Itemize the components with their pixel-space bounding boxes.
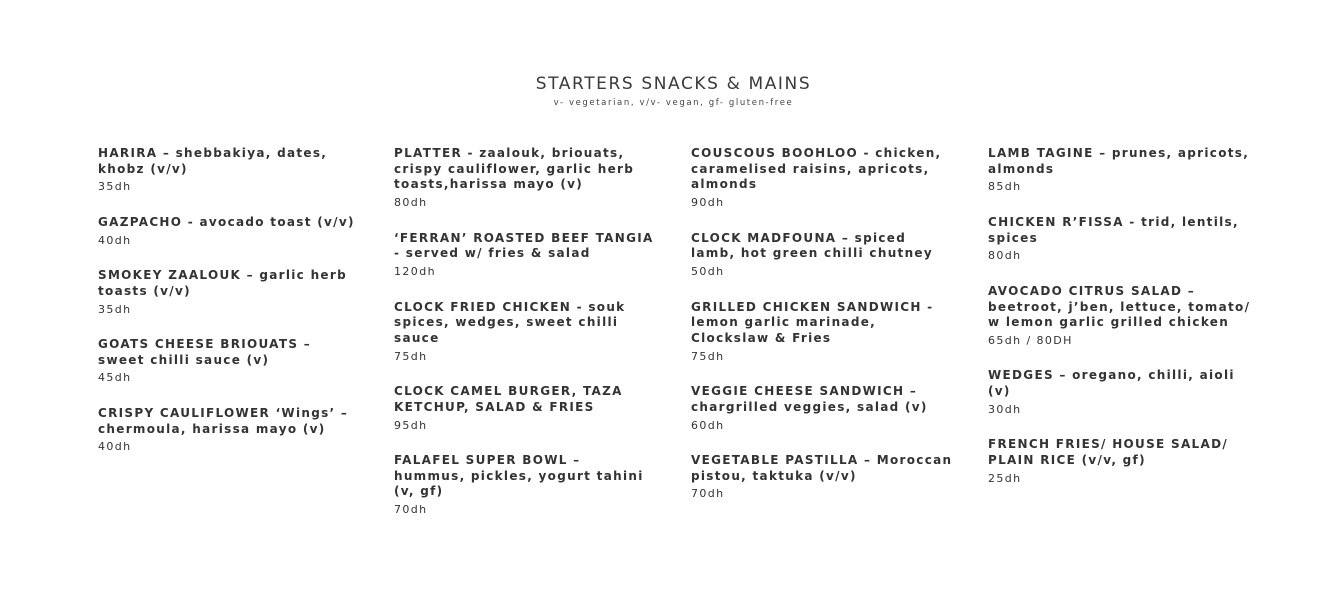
menu-item-name: GOATS CHEESE BRIOUATS – sweet chilli sauce (v) xyxy=(98,337,312,367)
menu-item-price: 70dh xyxy=(691,487,725,501)
menu-item xyxy=(988,437,1258,486)
menu-item xyxy=(98,146,360,195)
menu-item-price: 80dh xyxy=(988,249,1022,263)
menu-item-name: WEDGES – oregano, chilli, aioli (v) xyxy=(988,368,1235,399)
menu-item xyxy=(98,215,360,248)
menu-item-price: 85dh xyxy=(988,180,1022,194)
menu-item-price: 90dh xyxy=(691,196,725,210)
menu-item-name: VEGGIE CHEESE SANDWICH – chargrilled veggies, salad (v) xyxy=(691,384,928,414)
menu-item-name: VEGETABLE PASTILLA – Moroccan pistou, taktuka (v/v) xyxy=(691,453,953,483)
menu-item xyxy=(691,231,953,280)
menu-item-name: CLOCK MADFOUNA – spiced lamb, hot green chilli chutney xyxy=(691,230,933,261)
menu-item-price: 75dh xyxy=(394,349,428,363)
menu-item-price: 70dh xyxy=(394,503,428,517)
menu-item-price: 95dh xyxy=(394,418,428,432)
menu-item xyxy=(394,384,656,433)
menu-item-name: CLOCK FRIED CHICKEN - souk spices, wedges, sweet chilli sauce xyxy=(394,299,626,345)
menu-item xyxy=(988,146,1258,195)
menu-column-1 xyxy=(98,146,360,475)
menu-item-name: LAMB TAGINE – prunes, apricots, almonds xyxy=(988,146,1250,176)
menu-header xyxy=(0,74,1341,109)
menu-item-price: 40dh xyxy=(98,440,132,454)
menu-item xyxy=(394,453,656,518)
menu-item xyxy=(988,215,1258,264)
menu-item xyxy=(691,146,953,211)
menu-item-name: GRILLED CHICKEN SANDWICH - lemon garlic marinade, Clockslaw & Fries xyxy=(691,299,934,345)
menu-item-name: SMOKEY ZAALOUK – garlic herb toasts (v/v) xyxy=(98,268,347,298)
menu-item-name: HARIRA – shebbakiya, dates, khobz (v/v) xyxy=(98,146,328,176)
menu-item-price: 35dh xyxy=(98,180,132,194)
menu-item-price: 80dh xyxy=(394,196,428,210)
menu-item-price: 120dh xyxy=(394,265,436,279)
menu-item-price: 40dh xyxy=(98,233,132,247)
menu-item-name: CRISPY CAULIFLOWER ‘Wings’ – chermoula, harissa mayo (v) xyxy=(98,405,349,436)
menu-title: STARTERS SNACKS & MAINS xyxy=(535,74,812,94)
menu-item-price: 30dh xyxy=(988,402,1022,416)
menu-item xyxy=(98,337,360,386)
menu-item-price: 60dh xyxy=(691,418,725,432)
menu-item-price: 45dh xyxy=(98,371,132,385)
menu-item xyxy=(98,406,360,455)
menu-item-name: ‘FERRAN’ ROASTED BEEF TANGIA - served w/ fries & salad xyxy=(394,230,654,261)
menu-item xyxy=(691,384,953,433)
menu-item-name: GAZPACHO - avocado toast (v/v) xyxy=(98,214,355,229)
menu-item xyxy=(691,453,953,502)
menu-item xyxy=(394,231,656,280)
menu-item-price: 75dh xyxy=(691,349,725,363)
menu-item-name: FALAFEL SUPER BOWL – hummus, pickles, yogurt tahini (v, gf) xyxy=(394,453,644,499)
menu-item-name: AVOCADO CITRUS SALAD – beetroot, j’ben, lettuce, tomato/ w lemon garlic grilled chicken xyxy=(988,283,1251,330)
menu-item xyxy=(98,268,360,317)
menu-item-name: CHICKEN R’FISSA - trid, lentils, spices xyxy=(988,214,1239,245)
menu-item xyxy=(988,284,1258,349)
menu-item xyxy=(691,300,953,365)
menu-item-name: FRENCH FRIES/ HOUSE SALAD/ PLAIN RICE (v/v, gf) xyxy=(988,437,1229,468)
menu-item xyxy=(394,146,656,211)
diet-legend: v- vegetarian, v/v- vegan, gf- gluten-free xyxy=(553,98,794,108)
menu-item-name: PLATTER - zaalouk, briouats, crispy cauliflower, garlic herb toasts,harissa mayo (v) xyxy=(394,146,635,192)
menu-item xyxy=(394,300,656,365)
menu-column-3 xyxy=(691,146,953,522)
menu-item-price: 50dh xyxy=(691,265,725,279)
menu-column-2 xyxy=(394,146,656,538)
menu-item-price: 65dh / 80DH xyxy=(988,333,1073,347)
menu-item xyxy=(988,368,1258,417)
menu-item-price: 25dh xyxy=(988,471,1022,485)
menu-column-4 xyxy=(988,146,1258,506)
menu-item-price: 35dh xyxy=(98,302,132,316)
menu-item-name: CLOCK CAMEL BURGER, TAZA KETCHUP, SALAD & FRIES xyxy=(394,384,623,414)
menu-item-name: COUSCOUS BOOHLOO - chicken, caramelised raisins, apricots, almonds xyxy=(691,146,942,192)
